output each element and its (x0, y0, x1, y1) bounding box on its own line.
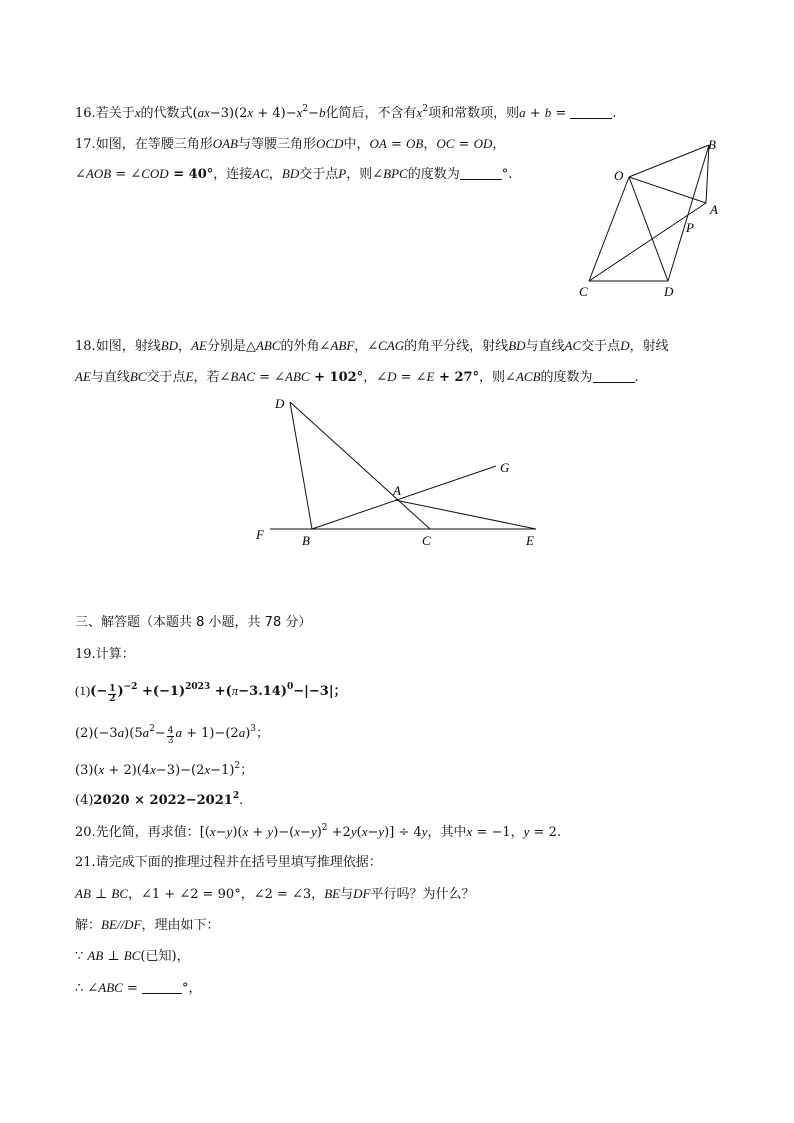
question-19-title: 19.计算： (75, 647, 135, 662)
answer-blank-18[interactable] (593, 368, 635, 383)
question-21-title: 21.请完成下面的推理过程并在括号里填写推理依据： (75, 855, 382, 870)
answer-blank-16[interactable] (570, 104, 612, 119)
fraction-four-thirds: $\frac{4}{3}$ (167, 726, 174, 746)
question-16: 16.若关于x的代数式$(ax-3)(2x + 4)-x^2-b$化简后，不含有$x^2$项和常数项，则a + b = . (75, 104, 617, 121)
segment-OD (629, 177, 668, 281)
label-B: B (708, 137, 716, 152)
question-19-part-4: $(4)2020 \times 2022-2021^2$. (75, 791, 244, 808)
answer-blank-17[interactable] (460, 165, 502, 180)
question-19-part-1: (1)(− $\frac{1}{2}$ )$^{-2} +(-1)^{2023} +(\pi-3.14)^0-|-3|$； (75, 682, 347, 704)
question-18-line-1: 18.如图，射线BD，AE分别是△ABC的外角∠ABF，∠CAG的角平分线，射线BD与直线AC交于点D，射线 (75, 338, 669, 354)
label-E: E (526, 533, 534, 548)
segment-OC (589, 177, 629, 281)
question-21-step-1: ∵ AB ⊥ BC(已知)， (75, 948, 190, 964)
segment-OB (629, 145, 709, 177)
question-17-line-2: ∠AOB = ∠COD = 40°，连接AC，BD交于点P，则∠BPC的度数为 °. (75, 166, 513, 182)
question-19-part-3: $(3)(x + 2)(4x-3)-(2x-1)^2$； (75, 761, 254, 778)
segment-AE (395, 500, 536, 529)
label-A: A (710, 202, 718, 217)
fraction-one-half: $\frac{1}{2}$ (109, 684, 116, 704)
question-20: 20.先化简，再求值：$[(x-y)(x + y)-(x-y)^2 +2y(x-y)] \div 4y$，其中x = −1，y = 2. (75, 823, 561, 840)
segment-OA (629, 177, 706, 203)
question-18-line-2: AE与直线BC交于点E，若∠BAC = ∠ABC + 102°，∠D = ∠E + 27°，则∠ACB的度数为 . (75, 369, 639, 385)
answer-blank-21[interactable] (142, 979, 182, 994)
question-19-part-2: $(2)(-3a)(5a^2-$ $\frac{4}{3}$ $a + 1)-(2a)^3$； (75, 724, 270, 746)
label-G: G (500, 460, 510, 475)
label-D: D (275, 396, 285, 411)
label-D: D (664, 284, 674, 299)
question-17-line-1: 17.如图，在等腰三角形OAB与等腰三角形OCD中，OA = OB，OC = OD， (75, 136, 506, 152)
ray-BG (312, 466, 496, 529)
label-C: C (579, 284, 588, 299)
label-P: P (686, 220, 694, 235)
figure-17 (570, 133, 730, 303)
label-A: A (393, 483, 401, 498)
segment-BD (668, 145, 709, 281)
segment-DC (290, 402, 430, 529)
question-21-step-2: ∴ ∠ABC = °， (75, 980, 202, 996)
question-21-condition: AB ⊥ BC，∠1 + ∠2 = 90°，∠2 = ∠3，BE与DF平行吗？为什么？ (75, 886, 475, 902)
section-3-heading: 三、解答题（本题共 8 小题，共 78 分） (75, 615, 312, 630)
figure-18 (250, 392, 550, 552)
label-C: C (422, 533, 431, 548)
question-21-solution-intro: 解：BE//DF，理由如下： (75, 917, 220, 933)
label-O: O (614, 168, 624, 183)
segment-DB (290, 402, 312, 529)
label-B: B (302, 533, 310, 548)
label-F: F (256, 527, 264, 542)
